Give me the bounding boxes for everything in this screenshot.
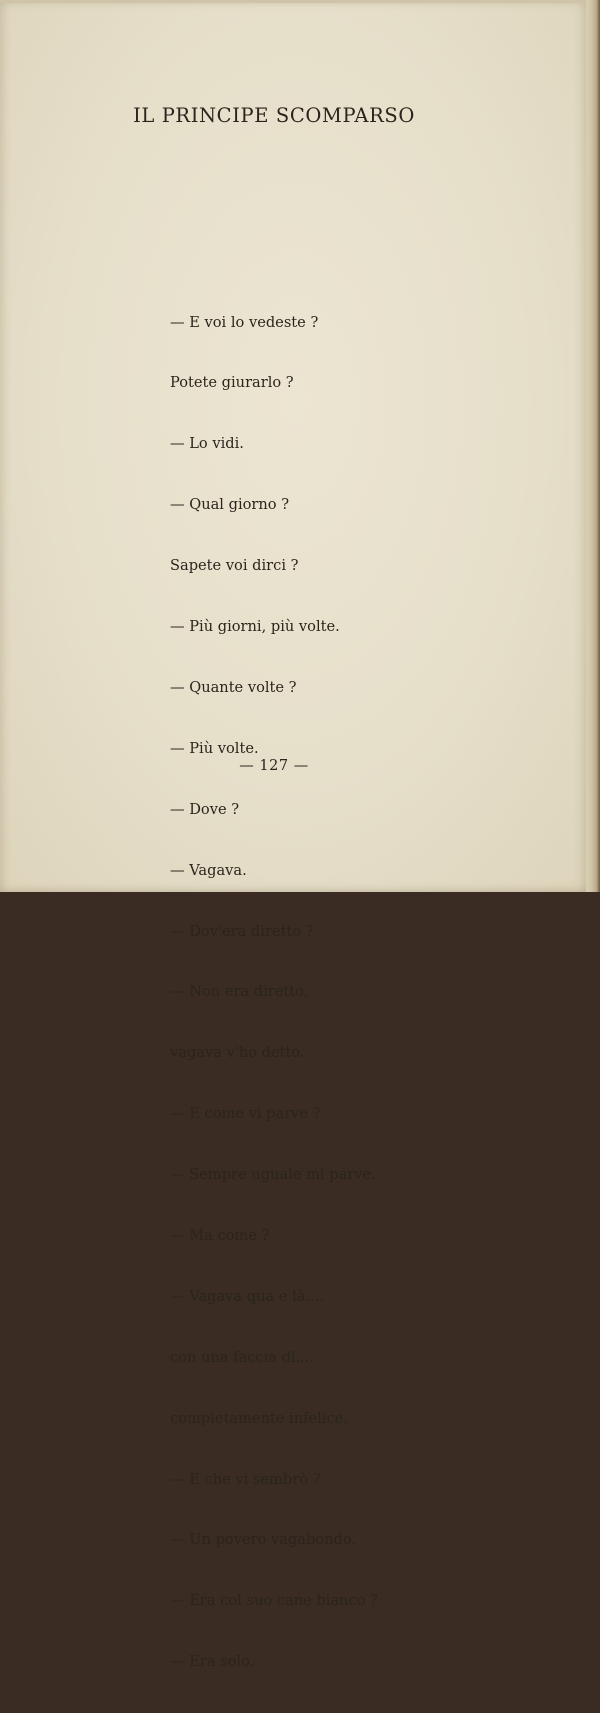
- page-top-edge: [0, 0, 600, 3]
- poem-line: — Non era diretto,: [170, 983, 309, 1001]
- poem-line: — Dov'era diretto ?: [170, 922, 314, 940]
- poem-line: — E voi lo vedeste ?: [170, 313, 319, 331]
- poem-line: completamente infelice.: [170, 1409, 348, 1427]
- poem-line: — Vagava qua e là....: [170, 1287, 325, 1305]
- poem-line: — Era solo.: [170, 1653, 255, 1671]
- poem-line: — Sempre uguale mi parve.: [170, 1166, 376, 1184]
- poem-line: — E che vi sembrò ?: [170, 1470, 321, 1488]
- poem-line: — Ma come ?: [170, 1226, 270, 1244]
- poem-line: Sapete voi dirci ?: [170, 557, 299, 575]
- poem-line: — Più volte.: [170, 739, 259, 757]
- poem-line: — Vagava.: [170, 861, 247, 879]
- poem-line: Potete giurarlo ?: [170, 374, 294, 392]
- poem-line: — Più giorni, più volte.: [170, 618, 340, 636]
- poem-line: — Qual giorno ?: [170, 496, 290, 514]
- page-title: IL PRINCIPE SCOMPARSO: [133, 104, 415, 127]
- poem-line: vagava v'ho detto.: [170, 1044, 305, 1062]
- poem-line: con una faccia di....: [170, 1348, 315, 1366]
- page-number: — 127 —: [239, 758, 309, 774]
- poem-line: — Quante volte ?: [170, 678, 297, 696]
- page-edge: [586, 0, 600, 892]
- poem-line: — Era col suo cane bianco ?: [170, 1592, 378, 1610]
- poem-line: — Dove ?: [170, 800, 240, 818]
- poem-body: [170, 272, 378, 1713]
- poem-line: — Lo vidi.: [170, 435, 244, 453]
- poem-line: — Un povero vagabondo.: [170, 1531, 357, 1549]
- poem-line: — E come vi parve ?: [170, 1105, 321, 1123]
